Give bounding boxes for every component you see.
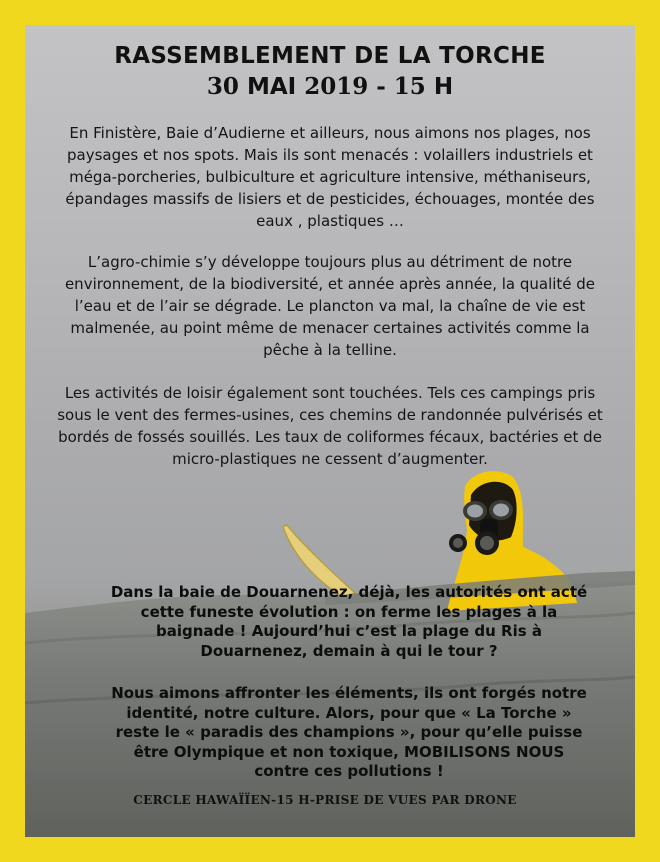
paragraph-call-to-action: Nous aimons affronter les éléments, ils ont forgés notre identité, notre culture. Alors, pour que « La Torche » reste le « paradis des champions », pour qu’elle puisse être Olympique et non toxique, MOBILISONS NOUS contre ces pollutions ! (111, 684, 587, 780)
paragraph-intro: En Finistère, Baie d’Audierne et ailleurs, nous aimons nos plages, nos paysages et nos spots. Mais ils sont menacés : volaillers industriels et méga-porcheries, bulbiculture et agriculture intensive, méthaniseurs, épandages massifs de lisiers et de pesticides, échouages, montée des eaux , plastiques … (65, 124, 595, 230)
date-hour-unit: H (433, 74, 454, 100)
paragraph-agrochemistry: L’agro-chimie s’y développe toujours plus au détriment de notre environnement, de la biodiversité, et année après année, la qualité de l’eau et de l’air se dégrade. Le plancton va mal, la chaîne de vie est malmenée, au point même de menacer certaines activités comme la pêche à la telline. (64, 253, 596, 359)
poster-title: RASSEMBLEMENT DE LA TORCHE (114, 43, 546, 69)
date-day: 30 (206, 73, 239, 100)
date-month: MAI (246, 74, 297, 100)
date-hour: 15 (393, 73, 426, 100)
footer-credit: CERCLE HAWAÏÏEN-15 H-PRISE DE VUES PAR DRONE (133, 793, 517, 807)
event-date (25, 73, 635, 100)
date-year: 2019 (304, 73, 369, 100)
paragraph-leisure: Les activités de loisir également sont touchées. Tels ces campings pris sous le vent des fermes-usines, ces chemins de randonnée pulvérisés et bordés de fossés souillés. Les taux de coliformes fécaux, bactéries et de micro-plastiques ne cessent d’augmenter. (57, 384, 603, 468)
poster (25, 25, 635, 837)
paragraph-douarnenez: Dans la baie de Douarnenez, déjà, les autorités ont acté cette funeste évolution : on ferme les plages à la baignade ! Aujourd’hui c’est la plage du Ris à Douarnenez, demain à qui le tour ? (110, 583, 588, 660)
date-separator: - (376, 73, 386, 100)
